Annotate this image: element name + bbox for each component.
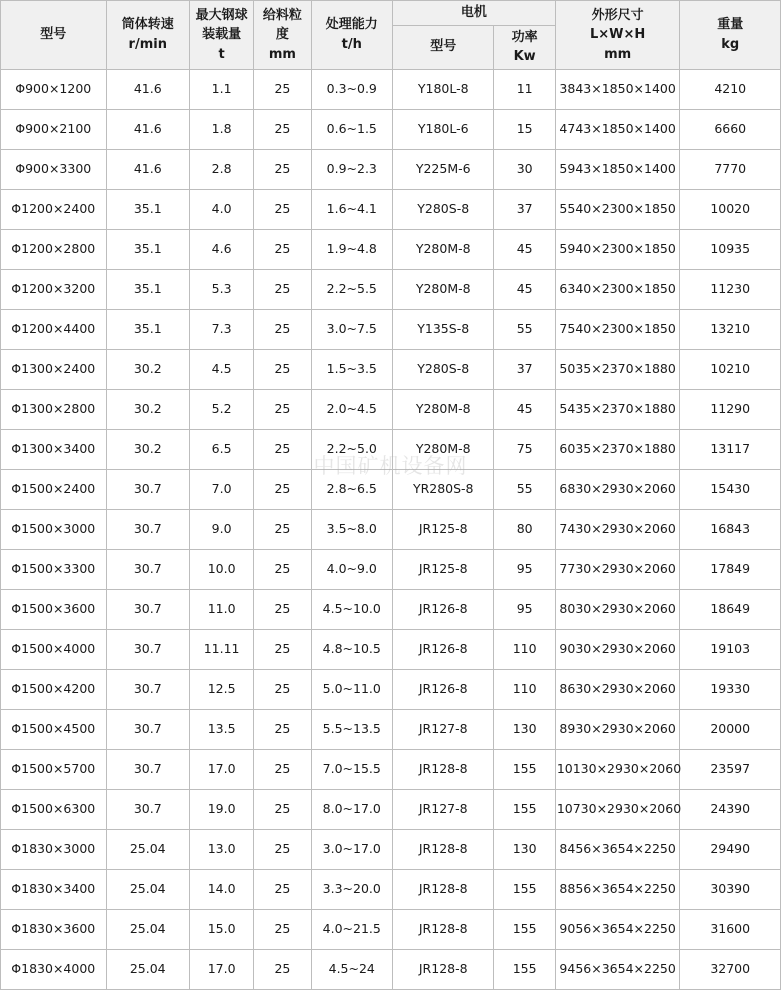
cell-feed-size: 25 — [254, 69, 311, 109]
cell-motor-model: JR128-8 — [392, 909, 494, 949]
cell-rotation-speed: 25.04 — [106, 909, 189, 949]
cell-model: Φ1300×2400 — [1, 349, 107, 389]
cell-rotation-speed: 30.2 — [106, 389, 189, 429]
cell-motor-model: Y180L-6 — [392, 109, 494, 149]
cell-model: Φ900×1200 — [1, 69, 107, 109]
cell-motor-power: 155 — [494, 749, 555, 789]
cell-model: Φ1500×4500 — [1, 709, 107, 749]
cell-rotation-speed: 30.7 — [106, 549, 189, 589]
cell-capacity: 2.0~4.5 — [311, 389, 392, 429]
cell-rotation-speed: 35.1 — [106, 269, 189, 309]
cell-motor-power: 155 — [494, 949, 555, 989]
table-row — [1, 309, 781, 349]
cell-rotation-speed: 30.7 — [106, 469, 189, 509]
cell-weight: 4210 — [680, 69, 781, 109]
cell-motor-model: Y280S-8 — [392, 189, 494, 229]
table-row — [1, 829, 781, 869]
cell-capacity: 3.0~7.5 — [311, 309, 392, 349]
cell-weight: 11290 — [680, 389, 781, 429]
cell-weight: 19330 — [680, 669, 781, 709]
cell-max-ball-load: 14.0 — [189, 869, 253, 909]
cell-motor-power: 55 — [494, 309, 555, 349]
cell-feed-size: 25 — [254, 909, 311, 949]
cell-motor-model: Y135S-8 — [392, 309, 494, 349]
cell-motor-power: 130 — [494, 709, 555, 749]
cell-feed-size: 25 — [254, 629, 311, 669]
cell-rotation-speed: 30.2 — [106, 349, 189, 389]
header-max-ball-load: 最大钢球 装载量 t — [189, 1, 253, 70]
cell-weight: 20000 — [680, 709, 781, 749]
cell-dimensions: 9456×3654×2250 — [555, 949, 680, 989]
cell-model: Φ1300×2800 — [1, 389, 107, 429]
cell-rotation-speed: 30.2 — [106, 429, 189, 469]
cell-weight: 13117 — [680, 429, 781, 469]
cell-dimensions: 5435×2370×1880 — [555, 389, 680, 429]
cell-rotation-speed: 35.1 — [106, 229, 189, 269]
cell-dimensions: 5940×2300×1850 — [555, 229, 680, 269]
table-row — [1, 709, 781, 749]
cell-feed-size: 25 — [254, 229, 311, 269]
cell-weight: 29490 — [680, 829, 781, 869]
cell-feed-size: 25 — [254, 949, 311, 989]
cell-weight: 32700 — [680, 949, 781, 989]
cell-motor-power: 130 — [494, 829, 555, 869]
cell-capacity: 3.3~20.0 — [311, 869, 392, 909]
cell-weight: 10210 — [680, 349, 781, 389]
cell-dimensions: 6340×2300×1850 — [555, 269, 680, 309]
cell-weight: 13210 — [680, 309, 781, 349]
cell-capacity: 1.5~3.5 — [311, 349, 392, 389]
table-row — [1, 429, 781, 469]
cell-motor-model: JR126-8 — [392, 669, 494, 709]
cell-motor-model: JR128-8 — [392, 869, 494, 909]
cell-capacity: 0.3~0.9 — [311, 69, 392, 109]
cell-motor-power: 11 — [494, 69, 555, 109]
cell-max-ball-load: 12.5 — [189, 669, 253, 709]
cell-motor-model: JR127-8 — [392, 789, 494, 829]
table-row — [1, 549, 781, 589]
table-row — [1, 189, 781, 229]
cell-motor-power: 80 — [494, 509, 555, 549]
header-model: 型号 — [1, 1, 107, 70]
cell-feed-size: 25 — [254, 269, 311, 309]
cell-motor-power: 45 — [494, 269, 555, 309]
table-row — [1, 669, 781, 709]
cell-model: Φ1500×3600 — [1, 589, 107, 629]
cell-feed-size: 25 — [254, 789, 311, 829]
cell-feed-size: 25 — [254, 709, 311, 749]
cell-dimensions: 8930×2930×2060 — [555, 709, 680, 749]
watermark-text: 中国矿机设备网 — [313, 453, 468, 478]
cell-capacity: 4.0~9.0 — [311, 549, 392, 589]
cell-weight: 17849 — [680, 549, 781, 589]
cell-dimensions: 3843×1850×1400 — [555, 69, 680, 109]
cell-motor-model: JR127-8 — [392, 709, 494, 749]
cell-capacity: 5.0~11.0 — [311, 669, 392, 709]
cell-dimensions: 4743×1850×1400 — [555, 109, 680, 149]
cell-rotation-speed: 25.04 — [106, 949, 189, 989]
cell-motor-power: 155 — [494, 789, 555, 829]
cell-max-ball-load: 13.5 — [189, 709, 253, 749]
table-row — [1, 869, 781, 909]
cell-motor-model: Y280M-8 — [392, 269, 494, 309]
cell-capacity: 2.2~5.0 — [311, 429, 392, 469]
cell-motor-model: JR126-8 — [392, 589, 494, 629]
cell-model: Φ900×3300 — [1, 149, 107, 189]
cell-weight: 11230 — [680, 269, 781, 309]
table-header — [1, 1, 781, 70]
cell-dimensions: 8856×3654×2250 — [555, 869, 680, 909]
cell-model: Φ900×2100 — [1, 109, 107, 149]
cell-rotation-speed: 30.7 — [106, 709, 189, 749]
cell-dimensions: 9056×3654×2250 — [555, 909, 680, 949]
cell-weight: 30390 — [680, 869, 781, 909]
cell-rotation-speed: 41.6 — [106, 109, 189, 149]
cell-weight: 31600 — [680, 909, 781, 949]
cell-max-ball-load: 5.3 — [189, 269, 253, 309]
cell-motor-power: 95 — [494, 589, 555, 629]
cell-max-ball-load: 4.0 — [189, 189, 253, 229]
header-rotation-speed: 筒体转速 r/min — [106, 1, 189, 70]
cell-motor-model: YR280S-8 — [392, 469, 494, 509]
cell-model: Φ1500×6300 — [1, 789, 107, 829]
cell-weight: 23597 — [680, 749, 781, 789]
table-row — [1, 109, 781, 149]
cell-rotation-speed: 30.7 — [106, 509, 189, 549]
cell-motor-power: 37 — [494, 189, 555, 229]
cell-rotation-speed: 30.7 — [106, 749, 189, 789]
cell-motor-model: JR125-8 — [392, 549, 494, 589]
cell-feed-size: 25 — [254, 869, 311, 909]
cell-capacity: 4.5~10.0 — [311, 589, 392, 629]
cell-capacity: 0.9~2.3 — [311, 149, 392, 189]
cell-max-ball-load: 7.0 — [189, 469, 253, 509]
cell-rotation-speed: 35.1 — [106, 189, 189, 229]
cell-max-ball-load: 9.0 — [189, 509, 253, 549]
table-row — [1, 269, 781, 309]
cell-feed-size: 25 — [254, 309, 311, 349]
cell-dimensions: 8456×3654×2250 — [555, 829, 680, 869]
cell-motor-power: 30 — [494, 149, 555, 189]
table-row — [1, 949, 781, 989]
cell-capacity: 3.0~17.0 — [311, 829, 392, 869]
cell-motor-power: 95 — [494, 549, 555, 589]
cell-dimensions: 10730×2930×2060 — [555, 789, 680, 829]
cell-motor-model: JR128-8 — [392, 829, 494, 869]
cell-dimensions: 7540×2300×1850 — [555, 309, 680, 349]
cell-max-ball-load: 17.0 — [189, 949, 253, 989]
cell-rotation-speed: 41.6 — [106, 149, 189, 189]
cell-motor-model: Y180L-8 — [392, 69, 494, 109]
cell-dimensions: 6830×2930×2060 — [555, 469, 680, 509]
cell-dimensions: 9030×2930×2060 — [555, 629, 680, 669]
cell-max-ball-load: 11.0 — [189, 589, 253, 629]
cell-rotation-speed: 25.04 — [106, 869, 189, 909]
table-row — [1, 789, 781, 829]
cell-model: Φ1830×4000 — [1, 949, 107, 989]
cell-feed-size: 25 — [254, 749, 311, 789]
cell-rotation-speed: 25.04 — [106, 829, 189, 869]
cell-rotation-speed: 30.7 — [106, 589, 189, 629]
cell-dimensions: 6035×2370×1880 — [555, 429, 680, 469]
cell-feed-size: 25 — [254, 149, 311, 189]
header-weight: 重量 kg — [680, 1, 781, 70]
cell-motor-power: 45 — [494, 389, 555, 429]
cell-motor-model: Y225M-6 — [392, 149, 494, 189]
table-row — [1, 389, 781, 429]
table-row — [1, 229, 781, 269]
cell-model: Φ1500×4000 — [1, 629, 107, 669]
cell-rotation-speed: 30.7 — [106, 629, 189, 669]
cell-model: Φ1500×5700 — [1, 749, 107, 789]
cell-capacity: 0.6~1.5 — [311, 109, 392, 149]
cell-capacity: 4.8~10.5 — [311, 629, 392, 669]
cell-rotation-speed: 35.1 — [106, 309, 189, 349]
cell-capacity: 5.5~13.5 — [311, 709, 392, 749]
cell-motor-model: JR126-8 — [392, 629, 494, 669]
cell-motor-model: Y280M-8 — [392, 389, 494, 429]
cell-motor-power: 155 — [494, 909, 555, 949]
cell-rotation-speed: 41.6 — [106, 69, 189, 109]
cell-max-ball-load: 6.5 — [189, 429, 253, 469]
cell-weight: 10935 — [680, 229, 781, 269]
cell-weight: 6660 — [680, 109, 781, 149]
cell-feed-size: 25 — [254, 469, 311, 509]
cell-motor-power: 110 — [494, 629, 555, 669]
cell-weight: 24390 — [680, 789, 781, 829]
header-motor-model: 型号 — [392, 25, 494, 69]
cell-feed-size: 25 — [254, 829, 311, 869]
cell-max-ball-load: 10.0 — [189, 549, 253, 589]
cell-feed-size: 25 — [254, 109, 311, 149]
cell-weight: 10020 — [680, 189, 781, 229]
cell-max-ball-load: 11.11 — [189, 629, 253, 669]
cell-max-ball-load: 7.3 — [189, 309, 253, 349]
cell-capacity: 1.6~4.1 — [311, 189, 392, 229]
cell-rotation-speed: 30.7 — [106, 789, 189, 829]
cell-feed-size: 25 — [254, 349, 311, 389]
cell-feed-size: 25 — [254, 589, 311, 629]
header-motor-group: 电机 — [392, 1, 555, 26]
cell-motor-model: Y280S-8 — [392, 349, 494, 389]
header-motor-power: 功率 Kw — [494, 25, 555, 69]
cell-dimensions: 8630×2930×2060 — [555, 669, 680, 709]
table-row — [1, 349, 781, 389]
table-row — [1, 149, 781, 189]
cell-motor-model: JR125-8 — [392, 509, 494, 549]
table-row — [1, 629, 781, 669]
table-body — [1, 69, 781, 989]
cell-capacity: 7.0~15.5 — [311, 749, 392, 789]
header-row-primary — [1, 1, 781, 26]
cell-dimensions: 5035×2370×1880 — [555, 349, 680, 389]
cell-dimensions: 7730×2930×2060 — [555, 549, 680, 589]
cell-capacity: 2.2~5.5 — [311, 269, 392, 309]
cell-motor-model: JR128-8 — [392, 749, 494, 789]
cell-model: Φ1500×3000 — [1, 509, 107, 549]
cell-feed-size: 25 — [254, 189, 311, 229]
cell-max-ball-load: 19.0 — [189, 789, 253, 829]
cell-dimensions: 7430×2930×2060 — [555, 509, 680, 549]
cell-max-ball-load: 15.0 — [189, 909, 253, 949]
cell-max-ball-load: 1.8 — [189, 109, 253, 149]
cell-max-ball-load: 5.2 — [189, 389, 253, 429]
cell-capacity: 1.9~4.8 — [311, 229, 392, 269]
cell-model: Φ1830×3000 — [1, 829, 107, 869]
cell-feed-size: 25 — [254, 669, 311, 709]
cell-model: Φ1200×2400 — [1, 189, 107, 229]
cell-model: Φ1830×3600 — [1, 909, 107, 949]
header-feed-size: 给料粒 度 mm — [254, 1, 311, 70]
cell-motor-model: Y280M-8 — [392, 229, 494, 269]
table-row — [1, 909, 781, 949]
cell-feed-size: 25 — [254, 389, 311, 429]
table-row — [1, 589, 781, 629]
cell-capacity: 2.8~6.5 — [311, 469, 392, 509]
cell-motor-power: 155 — [494, 869, 555, 909]
cell-max-ball-load: 2.8 — [189, 149, 253, 189]
cell-model: Φ1500×4200 — [1, 669, 107, 709]
cell-motor-power: 15 — [494, 109, 555, 149]
cell-weight: 18649 — [680, 589, 781, 629]
cell-dimensions: 8030×2930×2060 — [555, 589, 680, 629]
cell-weight: 16843 — [680, 509, 781, 549]
cell-dimensions: 5540×2300×1850 — [555, 189, 680, 229]
cell-model: Φ1300×3400 — [1, 429, 107, 469]
cell-dimensions: 5943×1850×1400 — [555, 149, 680, 189]
cell-motor-power: 37 — [494, 349, 555, 389]
header-capacity: 处理能力 t/h — [311, 1, 392, 70]
cell-model: Φ1830×3400 — [1, 869, 107, 909]
cell-max-ball-load: 4.5 — [189, 349, 253, 389]
cell-model: Φ1200×4400 — [1, 309, 107, 349]
cell-model: Φ1200×3200 — [1, 269, 107, 309]
cell-model: Φ1500×2400 — [1, 469, 107, 509]
table-row — [1, 509, 781, 549]
cell-feed-size: 25 — [254, 549, 311, 589]
cell-capacity: 4.0~21.5 — [311, 909, 392, 949]
cell-motor-power: 75 — [494, 429, 555, 469]
cell-motor-power: 45 — [494, 229, 555, 269]
cell-weight: 7770 — [680, 149, 781, 189]
cell-model: Φ1500×3300 — [1, 549, 107, 589]
header-dimensions: 外形尺寸 L×W×H mm — [555, 1, 680, 70]
cell-dimensions: 10130×2930×2060 — [555, 749, 680, 789]
cell-max-ball-load: 4.6 — [189, 229, 253, 269]
cell-model: Φ1200×2800 — [1, 229, 107, 269]
cell-motor-power: 110 — [494, 669, 555, 709]
cell-capacity: 8.0~17.0 — [311, 789, 392, 829]
table-row — [1, 749, 781, 789]
table-row — [1, 469, 781, 509]
cell-feed-size: 25 — [254, 429, 311, 469]
cell-motor-model: JR128-8 — [392, 949, 494, 989]
cell-weight: 15430 — [680, 469, 781, 509]
cell-motor-power: 55 — [494, 469, 555, 509]
cell-capacity: 3.5~8.0 — [311, 509, 392, 549]
cell-max-ball-load: 17.0 — [189, 749, 253, 789]
cell-max-ball-load: 1.1 — [189, 69, 253, 109]
cell-capacity: 4.5~24 — [311, 949, 392, 989]
cell-feed-size: 25 — [254, 509, 311, 549]
cell-weight: 19103 — [680, 629, 781, 669]
cell-motor-model: Y280M-8 — [392, 429, 494, 469]
cell-rotation-speed: 30.7 — [106, 669, 189, 709]
table-row — [1, 69, 781, 109]
cell-max-ball-load: 13.0 — [189, 829, 253, 869]
